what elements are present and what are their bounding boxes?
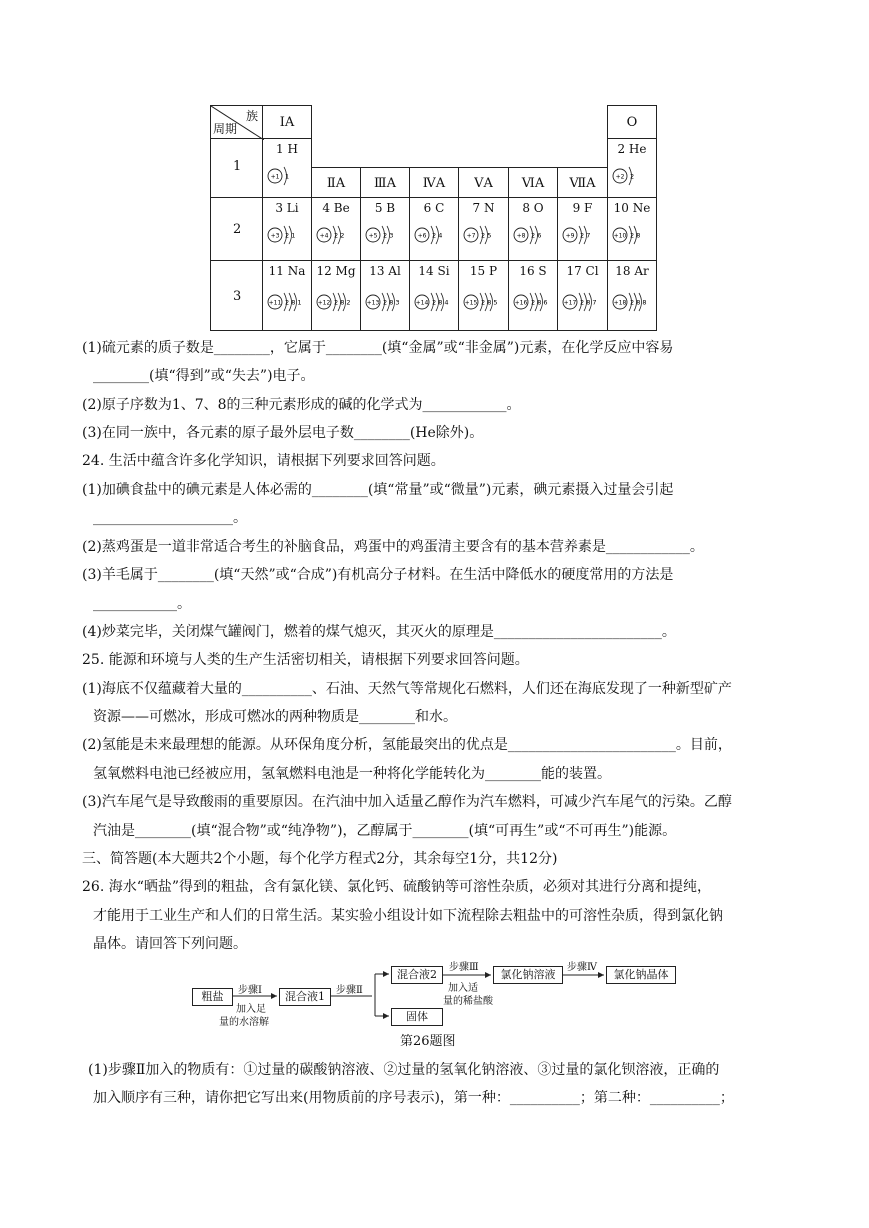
shell-electron-counts: 2 1 — [285, 231, 296, 240]
group-label: ⅢA — [374, 176, 396, 191]
text-line: 26. 海水“晒盐”得到的粗盐，含有氯化镁、氯化钙、硫酸钠等可溶性杂质，必须对其进行分离和提纯， — [82, 879, 712, 895]
shell-electron-counts: 2 8 1 — [285, 298, 302, 307]
group-header-2a — [311, 167, 361, 198]
text-line: ____________。 — [93, 596, 191, 612]
element-symbol: 1 H — [276, 142, 298, 156]
nuclear-charge: +12 — [317, 299, 331, 307]
element-cell — [607, 260, 657, 331]
element-cell — [360, 260, 410, 331]
shell-electron-counts: 2 2 — [334, 231, 345, 240]
period-cell-2 — [210, 197, 263, 261]
shell-electron-counts: 2 — [630, 172, 635, 181]
text-line: 加入顺序有三种，请你把它写出来(用物质前的序号表示)，第一种：__________；第二种：__________； — [93, 1090, 734, 1106]
group-label: ⅤA — [474, 176, 493, 191]
nuclear-charge: +6 — [417, 232, 427, 240]
group-label: ⅠA — [279, 115, 295, 130]
group-label: O — [626, 115, 638, 130]
atom-structure-diagram — [363, 220, 409, 250]
text-line: (2)蒸鸡蛋是一道非常适合考生的补脑食品，鸡蛋中的鸡蛋清主要含有的基本营养素是____________。 — [82, 539, 704, 555]
text-line: (1)加碘食盐中的碘元素是人体必需的________(填“常量”或“微量”)元素，碘元素摄入过量会引起 — [82, 482, 674, 498]
shell-electron-counts: 2 5 — [481, 231, 492, 240]
shell-electron-counts: 1 — [285, 172, 290, 181]
element-cell — [311, 260, 361, 331]
nuclear-charge: +8 — [516, 232, 526, 240]
atom-structure-diagram — [461, 220, 507, 250]
element-symbol: 16 S — [519, 264, 547, 278]
text-line: (2)原子序数为1、7、8的三种元素形成的碱的化学式为____________。 — [82, 397, 521, 413]
shell-electron-counts: 2 8 4 — [432, 298, 449, 307]
group-label: ⅦA — [569, 176, 596, 191]
table-corner-cell — [210, 105, 263, 139]
element-cell — [557, 260, 608, 331]
element-symbol: 17 Cl — [566, 264, 599, 278]
nacl-crystal-box: 氯化钠晶体 — [606, 966, 676, 984]
atom-structure-diagram — [610, 287, 656, 317]
element-cell — [607, 197, 657, 261]
text-line: (3)汽车尾气是导致酸雨的重要原因。在汽油中加入适量乙醇作为汽车燃料，可减少汽车尾气的污染。乙醇 — [82, 794, 732, 810]
nuclear-charge: +5 — [368, 232, 378, 240]
text-line: (2)氢能是未来最理想的能源。从环保角度分析，氢能最突出的优点是________________________。目前， — [82, 737, 732, 753]
step1-note: 加入足 — [236, 1004, 266, 1015]
atom-structure-diagram — [560, 287, 606, 317]
element-symbol: 2 He — [617, 142, 647, 156]
element-symbol: 10 Ne — [613, 201, 651, 215]
element-symbol: 18 Ar — [615, 264, 649, 278]
atom-structure-diagram — [560, 220, 606, 250]
atom-structure-diagram — [265, 287, 311, 317]
nuclear-charge: +4 — [319, 232, 329, 240]
element-cell — [508, 197, 558, 261]
group-header-4a — [409, 167, 459, 198]
text-line: (1)步骤Ⅱ加入的物质有：①过量的碳酸钠溶液、②过量的氢氧化钠溶液、③过量的氯化钡溶液，正确的 — [88, 1062, 720, 1078]
shell-electron-counts: 2 8 7 — [580, 298, 597, 307]
nuclear-charge: +7 — [466, 232, 476, 240]
crude-salt-box: 粗盐 — [192, 988, 233, 1006]
step1-label: 步骤Ⅰ — [238, 985, 262, 996]
corner-group-label: 族 — [245, 109, 258, 123]
shell-electron-counts: 2 8 8 — [630, 298, 647, 307]
shell-electron-counts: 2 8 6 — [531, 298, 548, 307]
element-symbol: 15 P — [469, 264, 498, 278]
step3-note: 加入适 — [448, 983, 478, 994]
mixture-1-box: 混合液1 — [279, 988, 331, 1006]
nuclear-charge: +16 — [514, 299, 528, 307]
element-symbol: 6 C — [423, 201, 445, 215]
element-cell — [311, 197, 361, 261]
nuclear-charge: +1 — [270, 173, 280, 181]
nuclear-charge: +11 — [268, 299, 282, 307]
text-line: ________(填“得到”或“失去”)电子。 — [93, 368, 315, 384]
text-line: 24. 生活中蕴含许多化学知识，请根据下列要求回答问题。 — [82, 453, 445, 469]
step3-note: 量的稀盐酸 — [443, 996, 493, 1007]
element-symbol: 13 Al — [369, 264, 401, 278]
period-cell-3 — [210, 260, 263, 331]
corner-period-label: 周期 — [213, 122, 238, 136]
element-cell — [360, 197, 410, 261]
atom-structure-diagram — [511, 220, 557, 250]
nuclear-charge: +15 — [464, 299, 478, 307]
nuclear-charge: +9 — [565, 232, 575, 240]
element-cell — [508, 260, 558, 331]
period-label: 3 — [233, 289, 242, 304]
step1-note: 量的水溶解 — [219, 1017, 269, 1028]
nuclear-charge: +18 — [613, 299, 627, 307]
element-cell — [458, 260, 509, 331]
element-symbol: 14 Si — [418, 264, 450, 278]
group-header-7a — [557, 167, 608, 198]
shell-electron-counts: 2 8 — [630, 231, 641, 240]
element-symbol: 7 N — [472, 201, 495, 215]
period-cell-1 — [210, 138, 263, 198]
atom-structure-diagram — [412, 287, 458, 317]
shell-electron-counts: 2 3 — [383, 231, 394, 240]
step3-label: 步骤Ⅲ — [449, 962, 479, 973]
element-cell — [409, 260, 459, 331]
shell-electron-counts: 2 8 2 — [334, 298, 351, 307]
solid-box: 固体 — [391, 1008, 443, 1026]
atom-structure-diagram — [363, 287, 409, 317]
nacl-solution-box: 氯化钠溶液 — [493, 966, 563, 984]
text-line: 资源——可燃冰，形成可燃冰的两种物质是________和水。 — [93, 709, 457, 725]
nuclear-charge: +2 — [615, 173, 625, 181]
element-symbol: 8 O — [522, 201, 544, 215]
nuclear-charge: +13 — [366, 299, 380, 307]
element-cell — [409, 197, 459, 261]
nuclear-charge: +14 — [415, 299, 429, 307]
atom-structure-diagram — [265, 161, 311, 191]
shell-electron-counts: 2 8 3 — [383, 298, 400, 307]
atom-structure-diagram — [511, 287, 557, 317]
group-label: ⅡA — [326, 176, 346, 191]
element-cell — [607, 138, 657, 198]
element-symbol: 12 Mg — [316, 264, 356, 278]
group-header-1a — [262, 105, 312, 139]
element-cell — [458, 197, 509, 261]
atom-structure-diagram — [461, 287, 507, 317]
element-symbol: 11 Na — [268, 264, 306, 278]
group-label: ⅣA — [422, 176, 446, 191]
periodic-table — [0, 0, 869, 340]
group-header-6a — [508, 167, 558, 198]
element-cell — [557, 197, 608, 261]
shell-electron-counts: 2 7 — [580, 231, 591, 240]
text-line: 25. 能源和环境与人类的生产生活密切相关，请根据下列要求回答问题。 — [82, 652, 529, 668]
atom-structure-diagram — [265, 220, 311, 250]
group-header-3a — [360, 167, 410, 198]
element-symbol: 9 F — [572, 201, 593, 215]
figure-caption: 第26题图 — [400, 1034, 456, 1049]
text-line: (1)硫元素的质子数是________，它属于________(填“金属”或“非金属”)元素，在化学反应中容易 — [82, 340, 674, 356]
mixture-2-box: 混合液2 — [391, 966, 443, 984]
nuclear-charge: +17 — [563, 299, 577, 307]
text-line: ____________________。 — [93, 510, 247, 526]
nuclear-charge: +3 — [270, 232, 280, 240]
element-cell — [262, 138, 312, 198]
atom-structure-diagram — [412, 220, 458, 250]
text-line: 才能用于工业生产和人们的日常生活。某实验小组设计如下流程除去粗盐中的可溶性杂质，得到氯化钠 — [93, 908, 723, 924]
text-line: 晶体。请回答下列问题。 — [93, 936, 247, 952]
element-symbol: 3 Li — [275, 201, 299, 215]
text-line: (3)在同一族中，各元素的原子最外层电子数________(He除外)。 — [82, 425, 484, 441]
text-line: (4)炒菜完毕，关闭煤气罐阀门，燃着的煤气熄灭，其灭火的原理是________________________。 — [82, 624, 676, 640]
shell-electron-counts: 2 6 — [531, 231, 542, 240]
atom-structure-diagram — [314, 220, 360, 250]
group-header-0 — [607, 105, 657, 139]
text-line: 汽油是________(填“混合物”或“纯净物”)，乙醇属于________(填“可再生”或“不可再生”)能源。 — [93, 823, 677, 839]
group-label: ⅥA — [521, 176, 545, 191]
atom-structure-diagram — [610, 220, 656, 250]
group-header-5a — [458, 167, 509, 198]
atom-structure-diagram — [610, 161, 656, 191]
element-cell — [262, 197, 312, 261]
period-label: 2 — [233, 222, 242, 237]
element-cell — [262, 260, 312, 331]
atom-structure-diagram — [314, 287, 360, 317]
step2-label: 步骤Ⅱ — [336, 985, 363, 996]
text-line: (1)海底不仅蕴藏着大量的__________、石油、天然气等常规化石燃料，人们还在海底发现了一种新型矿产 — [82, 681, 732, 697]
shell-electron-counts: 2 4 — [432, 231, 443, 240]
text-line: (3)羊毛属于________(填“天然”或“合成”)有机高分子材料。在生活中降低水的硬度常用的方法是 — [82, 567, 674, 583]
text-line: 三、简答题(本大题共2个小题，每个化学方程式2分，其余每空1分，共12分) — [82, 851, 558, 867]
period-label: 1 — [233, 159, 242, 174]
element-symbol: 4 Be — [322, 201, 350, 215]
text-line: 氢氧燃料电池已经被应用，氢氧燃料电池是一种将化学能转化为________能的装置。 — [93, 766, 611, 782]
nuclear-charge: +10 — [613, 232, 627, 240]
step4-label: 步骤Ⅳ — [567, 962, 597, 973]
element-symbol: 5 B — [374, 201, 396, 215]
shell-electron-counts: 2 8 5 — [481, 298, 498, 307]
